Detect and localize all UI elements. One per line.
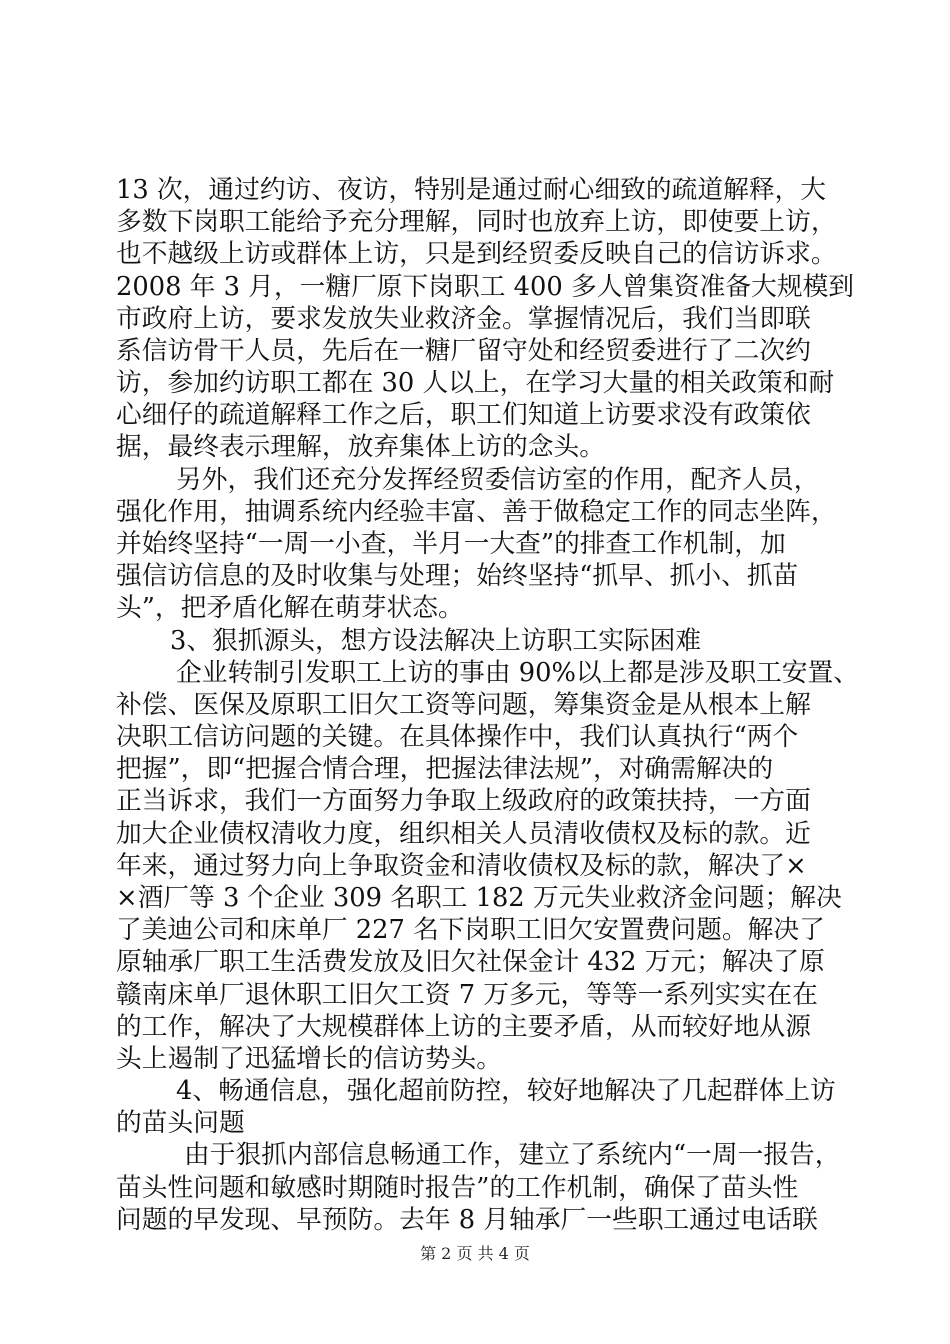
- body-text-line: 加大企业债权清收力度，组织相关人员清收债权及标的款。近: [116, 818, 811, 849]
- body-text-line: 头上遏制了迅猛增长的信访势头。: [116, 1043, 503, 1074]
- body-text-line: 强信访信息的及时收集与处理；始终坚持“抓早、抓小、抓苗: [116, 561, 799, 592]
- body-text-line: 多数下岗职工能给予充分理解，同时也放弃上访，即使要上访，: [116, 207, 837, 238]
- body-text-line: 2008 年 3 月，一糖厂原下岗职工 400 多人曾集资准备大规模到: [116, 271, 855, 302]
- body-text-line: ×酒厂等 3 个企业 309 名职工 182 万元失业救济金问题；解决: [116, 883, 842, 913]
- section-heading-4-continued: 的苗头问题: [116, 1108, 245, 1139]
- section-heading-4: 4、畅通信息，强化超前防控，较好地解决了几起群体上访: [176, 1076, 836, 1107]
- body-text-line: 13 次，通过约访、夜访，特别是通过耐心细致的疏道解释，大: [116, 175, 827, 205]
- body-text-line: 问题的早发现、早预防。去年 8 月轴承厂一些职工通过电话联: [116, 1204, 818, 1235]
- page-number-footer: 第 2 页 共 4 页: [420, 1244, 530, 1263]
- body-text-line: 系信访骨干人员，先后在一糖厂留守处和经贸委进行了二次约: [116, 335, 811, 366]
- body-text-line: 心细仔的疏道解释工作之后，职工们知道上访要求没有政策依: [116, 400, 811, 431]
- body-text-line: 决职工信访问题的关键。在具体操作中，我们认真执行“两个: [116, 722, 799, 753]
- body-text-line: 市政府上访，要求发放失业救济金。掌握情况后，我们当即联: [116, 303, 811, 334]
- section-heading-3: 3、狠抓源头，想方设法解决上访职工实际困难: [170, 625, 702, 656]
- body-text-line: 赣南床单厂退休职工旧欠工资 7 万多元，等等一系列实实在在: [116, 979, 818, 1010]
- body-text-line: 强化作用，抽调系统内经验丰富、善于做稳定工作的同志坐阵，: [116, 496, 837, 527]
- body-text-line: 据，最终表示理解，放弃集体上访的念头。: [116, 432, 605, 463]
- paragraph-first-line: 企业转制引发职工上访的事由 90%以上都是涉及职工安置、: [176, 657, 860, 688]
- body-text-line: 并始终坚持“一周一小查，半月一大查”的排查工作机制，加: [116, 529, 786, 559]
- body-text-line: 头”，把矛盾化解在萌芽状态。: [116, 593, 464, 624]
- body-text-line: 的工作，解决了大规模群体上访的主要矛盾，从而较好地从源: [116, 1011, 811, 1042]
- body-text-line: 苗头性问题和敏感时期随时报告”的工作机制，确保了苗头性: [116, 1172, 799, 1203]
- body-text-line: 原轴承厂职工生活费发放及旧欠社保金计 432 万元；解决了原: [116, 947, 825, 978]
- body-text-line: 也不越级上访或群体上访，只是到经贸委反映自己的信访诉求。: [116, 239, 837, 270]
- body-text-line: 补偿、医保及原职工旧欠工资等问题，筹集资金是从根本上解: [116, 689, 811, 720]
- body-text-line: 了美迪公司和床单厂 227 名下岗职工旧欠安置费问题。解决了: [116, 915, 825, 946]
- body-text-line: 把握”，即“把握合情合理，把握法律法规”，对确需解决的: [116, 754, 774, 785]
- body-text-line: 正当诉求，我们一方面努力争取上级政府的政策扶持，一方面: [116, 786, 811, 817]
- paragraph-first-line: 另外，我们还充分发挥经贸委信访室的作用，配齐人员，: [176, 464, 820, 495]
- body-text-line: 年来，通过努力向上争取资金和清收债权及标的款，解决了×: [116, 850, 807, 881]
- body-text-line: 访，参加约访职工都在 30 人以上，在学习大量的相关政策和耐: [116, 368, 835, 399]
- paragraph-first-line: 由于狠抓内部信息畅通工作，建立了系统内“一周一报告，: [184, 1140, 841, 1171]
